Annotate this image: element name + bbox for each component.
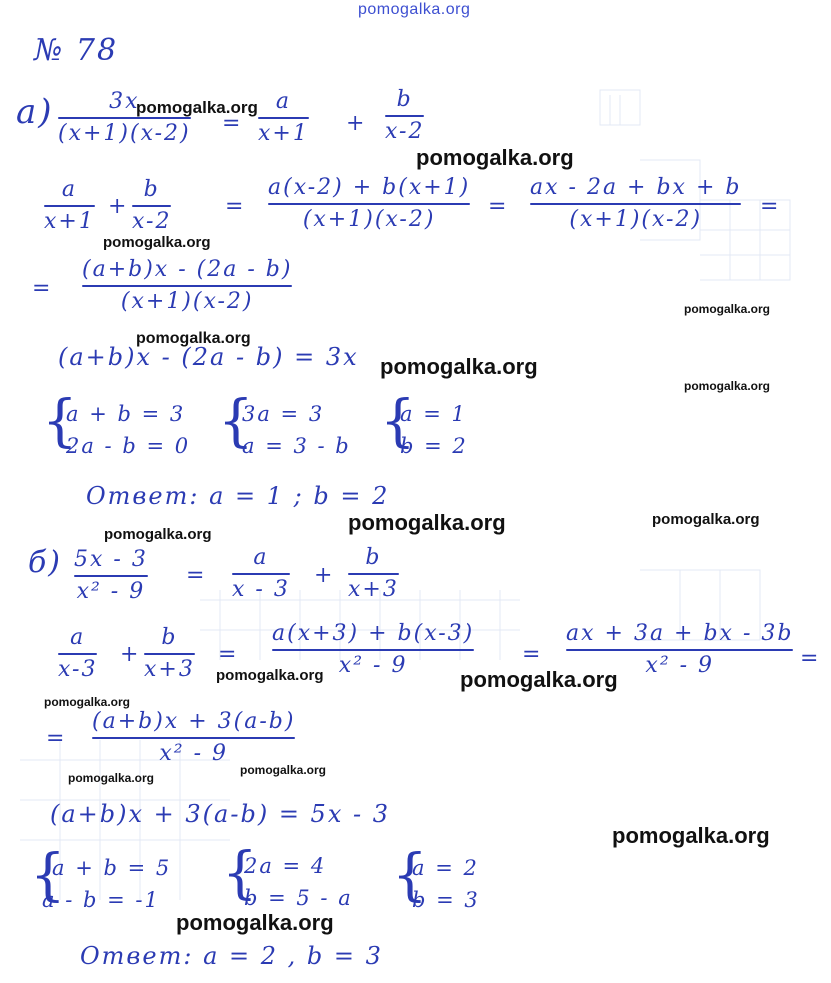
equals-sign: =	[186, 563, 207, 588]
watermark: pomogalka.org	[68, 771, 155, 785]
denominator: x² - 9	[338, 653, 408, 679]
b-identity: (a+b)x + 3(a-b) = 5x - 3	[50, 800, 390, 828]
fraction-bar	[268, 203, 470, 205]
brace: {	[222, 841, 258, 906]
denominator: x-2	[132, 209, 172, 235]
brace: {	[30, 843, 66, 908]
fraction-bar	[132, 205, 171, 207]
equation: a = 1	[400, 402, 467, 426]
watermark: pomogalka.org	[104, 526, 212, 543]
brace: {	[380, 389, 416, 454]
b-given-f1	[232, 546, 290, 602]
denominator: (x+1)(x-2)	[58, 121, 191, 147]
site-header[interactable]: pomogalka.org	[358, 1, 471, 18]
denominator: x² - 9	[76, 579, 146, 605]
equation: b = 5 - a	[244, 886, 353, 910]
numerator: b	[143, 177, 160, 202]
numerator: a	[253, 545, 269, 570]
fraction-bar	[232, 573, 290, 575]
denominator: x+1	[258, 121, 309, 147]
a-step1-t2	[132, 178, 171, 234]
denominator: x-3	[58, 657, 98, 683]
equals-sign: =	[225, 194, 246, 219]
watermark: pomogalka.org	[416, 145, 574, 170]
fraction-bar	[82, 285, 292, 287]
watermark: pomogalka.org	[240, 763, 327, 777]
numerator: b	[396, 87, 413, 112]
equals-sign: =	[800, 646, 821, 671]
watermark: pomogalka.org	[348, 510, 506, 535]
watermark: pomogalka.org	[216, 667, 324, 684]
a-identity: (a+b)x - (2a - b) = 3x	[58, 343, 359, 371]
fraction-bar	[44, 205, 95, 207]
equation: b = 2	[400, 434, 468, 458]
numerator: a	[70, 625, 86, 650]
fraction-bar	[258, 117, 309, 119]
watermark: pomogalka.org	[136, 98, 258, 117]
numerator: a	[275, 89, 291, 114]
fraction-bar	[144, 653, 195, 655]
equation: b = 3	[412, 888, 480, 912]
denominator: x+3	[144, 657, 195, 683]
watermark: pomogalka.org	[684, 302, 771, 316]
watermark: pomogalka.org	[652, 511, 760, 528]
equals-sign: =	[46, 726, 67, 751]
equation: a + b = 5	[52, 856, 172, 880]
a-given-f1	[258, 90, 309, 146]
equals-sign: =	[522, 642, 543, 667]
watermark: pomogalka.org	[136, 330, 251, 347]
numerator: a(x-2) + b(x+1)	[268, 175, 471, 200]
equation: a = 2	[412, 856, 479, 880]
watermark: pomogalka.org	[44, 695, 131, 709]
a-system-3	[380, 389, 490, 468]
watermark: pomogalka.org	[684, 379, 771, 393]
b-step2-fraction	[92, 710, 295, 766]
plus-sign: +	[120, 642, 141, 667]
equation: a - b = -1	[42, 888, 160, 912]
fraction-bar	[348, 573, 399, 575]
b-step1-t2	[144, 626, 195, 682]
plus-sign: +	[346, 111, 367, 136]
numerator: ax + 3a + bx - 3b	[566, 621, 794, 646]
fraction-bar	[530, 203, 741, 205]
numerator: 5x - 3	[74, 547, 148, 572]
numerator: b	[161, 625, 178, 650]
brace: {	[42, 389, 78, 454]
equals-sign: =	[32, 276, 53, 301]
denominator: x+1	[44, 209, 95, 235]
equals-sign: =	[760, 194, 781, 219]
part-b-label: б)	[28, 545, 63, 580]
a-step1-t1	[44, 178, 95, 234]
brace: {	[392, 843, 428, 908]
fraction-bar	[58, 117, 191, 119]
brace: {	[218, 389, 254, 454]
watermark: pomogalka.org	[612, 823, 770, 848]
denominator: x² - 9	[159, 741, 229, 767]
denominator: x+3	[348, 577, 399, 603]
denominator: (x+1)(x-2)	[120, 289, 254, 315]
numerator: (a+b)x - (2a - b)	[82, 257, 293, 282]
equation: 2a - b = 0	[66, 434, 191, 458]
a-system-1	[42, 389, 212, 468]
numerator: b	[365, 545, 382, 570]
numerator: a	[61, 177, 77, 202]
numerator: 3x	[109, 89, 140, 114]
watermark: pomogalka.org	[380, 354, 538, 379]
part-a-label: а)	[16, 92, 54, 132]
b-given-lhs	[74, 548, 148, 604]
watermark: pomogalka.org	[176, 910, 334, 935]
fraction-bar	[58, 653, 97, 655]
fraction-bar	[74, 575, 148, 577]
b-system-1	[30, 843, 200, 922]
plus-sign: +	[108, 194, 129, 219]
numerator: a(x+3) + b(x-3)	[272, 621, 475, 646]
fraction-bar	[272, 649, 474, 651]
a-step2-fraction	[82, 258, 292, 314]
b-given-f2	[348, 546, 399, 602]
equation: a + b = 3	[66, 402, 186, 426]
a-system-2	[218, 389, 368, 468]
denominator: x-2	[385, 119, 425, 145]
b-system-3	[392, 843, 502, 922]
equals-sign: =	[218, 642, 239, 667]
equation: 2a = 4	[244, 854, 327, 878]
a-answer: Ответ: a = 1 ; b = 2	[86, 482, 390, 510]
fraction-bar	[92, 737, 295, 739]
a-step1-t3	[268, 176, 470, 232]
equation: 3a = 3	[242, 402, 325, 426]
denominator: (x+1)(x-2)	[569, 207, 703, 233]
equals-sign: =	[222, 111, 243, 136]
watermark: pomogalka.org	[460, 667, 618, 692]
b-step1-t1	[58, 626, 97, 682]
denominator: x² - 9	[645, 653, 715, 679]
problem-number: № 78	[34, 33, 119, 68]
a-step1-t4	[530, 176, 741, 232]
equation: a = 3 - b	[242, 434, 351, 458]
fraction-bar	[385, 115, 424, 117]
b-answer: Ответ: a = 2 , b = 3	[80, 942, 383, 970]
fraction-bar	[566, 649, 793, 651]
plus-sign: +	[314, 563, 335, 588]
denominator: (x+1)(x-2)	[302, 207, 436, 233]
a-given-f2	[385, 88, 424, 144]
numerator: (a+b)x + 3(a-b)	[92, 709, 296, 734]
numerator: ax - 2a + bx + b	[530, 175, 742, 200]
denominator: x - 3	[232, 577, 290, 603]
watermark: pomogalka.org	[103, 234, 211, 251]
equals-sign: =	[488, 194, 509, 219]
